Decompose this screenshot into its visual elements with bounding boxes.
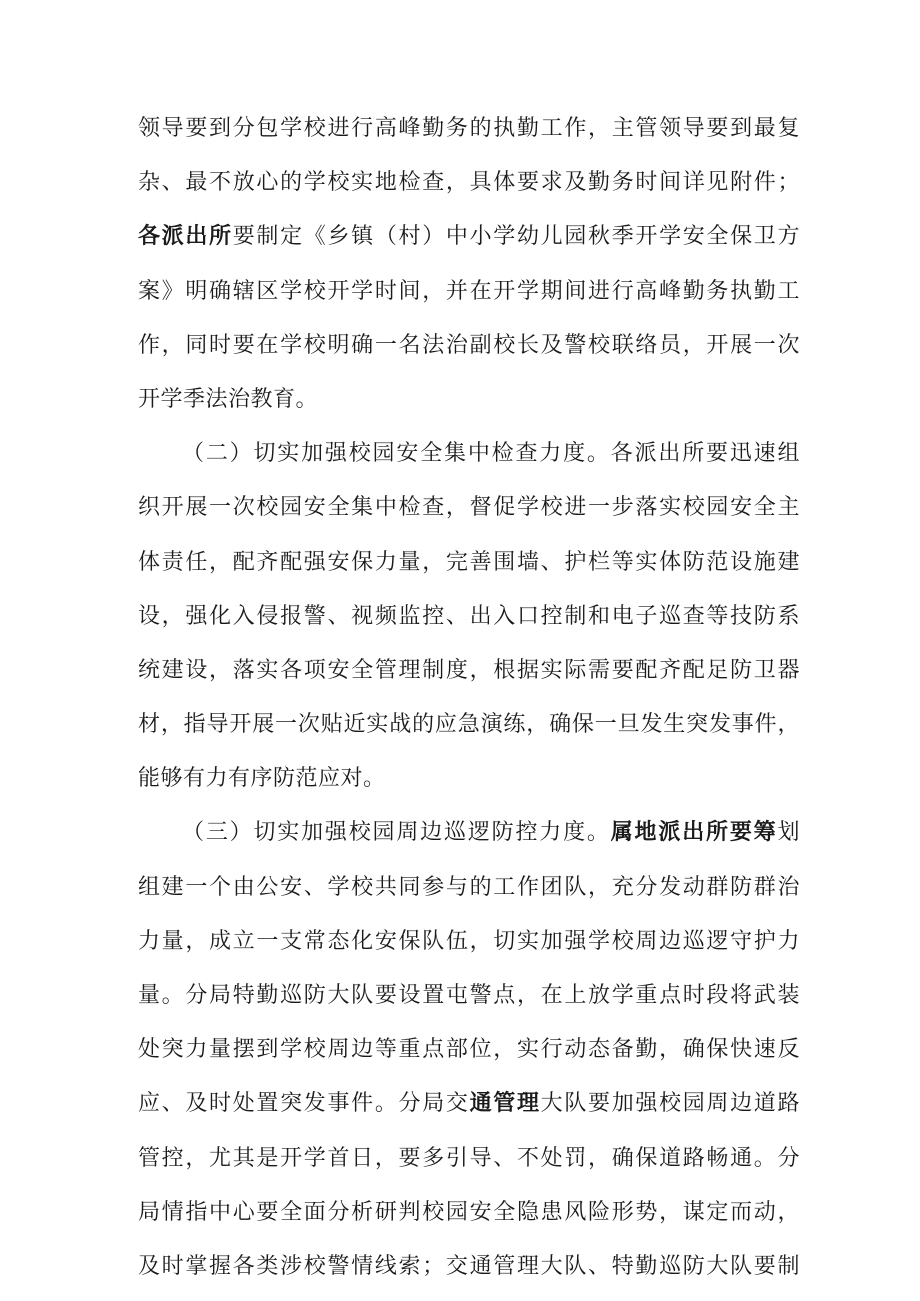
paragraph-3 [138,806,800,1294]
text-line [138,806,800,860]
text-line: 局情指中心要全面分析研判校园安全隐患风险形势，谋定而动， [138,1199,800,1225]
text-line [138,210,800,264]
text-line: 力量，成立一支常态化安保队伍，切实加强学校周边巡逻守护力 [138,928,800,954]
text-line: 材，指导开展一次贴近实战的应急演练，确保一旦发生突发事件， [138,712,800,738]
text-segment: 应、及时处置突发事件。分局交 [138,1091,470,1117]
text-line: 开学季法治教育。 [138,386,319,412]
text-segment: 要制定《乡镇（村）中小学幼儿园秋季开学安全保卫方 [232,224,800,250]
text-line: 领导要到分包学校进行高峰勤务的执勤工作，主管领导要到最复 [138,116,800,141]
text-line: 管控，尤其是开学首日，要多引导、不处罚，确保道路畅通。分 [138,1145,800,1171]
text-segment: 划 [777,820,800,846]
text-line: （二）切实加强校园安全集中检查力度。各派出所要迅速组 [182,441,800,467]
paragraph-2 [138,427,800,806]
text-line: 组建一个由公安、学校共同参与的工作团队，充分发动群防群治 [138,874,800,900]
text-line: 作，同时要在学校明确一名法治副校长及警校联络员，开展一次 [138,332,800,358]
text-line: 设，强化入侵报警、视频监控、出入口控制和电子巡查等技防系 [138,603,800,629]
text-line: 能够有力有序防范应对。 [138,766,386,792]
text-line: 案》明确辖区学校开学时间，并在开学期间进行高峰勤务执勤工 [138,278,800,304]
text-line: 体责任，配齐配强安保力量，完善围墙、护栏等实体防范设施建 [138,549,800,575]
text-line: 统建设，落实各项安全管理制度，根据实际需要配齐配足防卫器 [138,657,800,683]
bold-text: 属地派出所要筹 [610,820,778,846]
text-line: 及时掌握各类涉校警情线索；交通管理大队、特勤巡防大队要制 [138,1253,800,1279]
text-line: 量。分局特勤巡防大队要设置屯警点，在上放学重点时段将武装 [138,983,800,1008]
text-line: 杂、最不放心的学校实地检查，具体要求及勤务时间详见附件； [138,170,800,196]
text-line: 处突力量摆到学校周边等重点部位，实行动态备勤，确保快速反 [138,1037,800,1063]
text-line [138,1077,800,1131]
text-segment: （三）切实加强校园周边巡逻防控力度。 [182,820,611,846]
text-segment: 大队要加强校园周边道路 [540,1091,800,1117]
bold-text: 通管理 [469,1091,541,1117]
document-body [138,102,800,1294]
text-line: 织开展一次校园安全集中检查，督促学校进一步落实校园安全主 [138,495,800,521]
paragraph-1 [138,102,800,427]
bold-text: 各派出所 [138,224,233,250]
